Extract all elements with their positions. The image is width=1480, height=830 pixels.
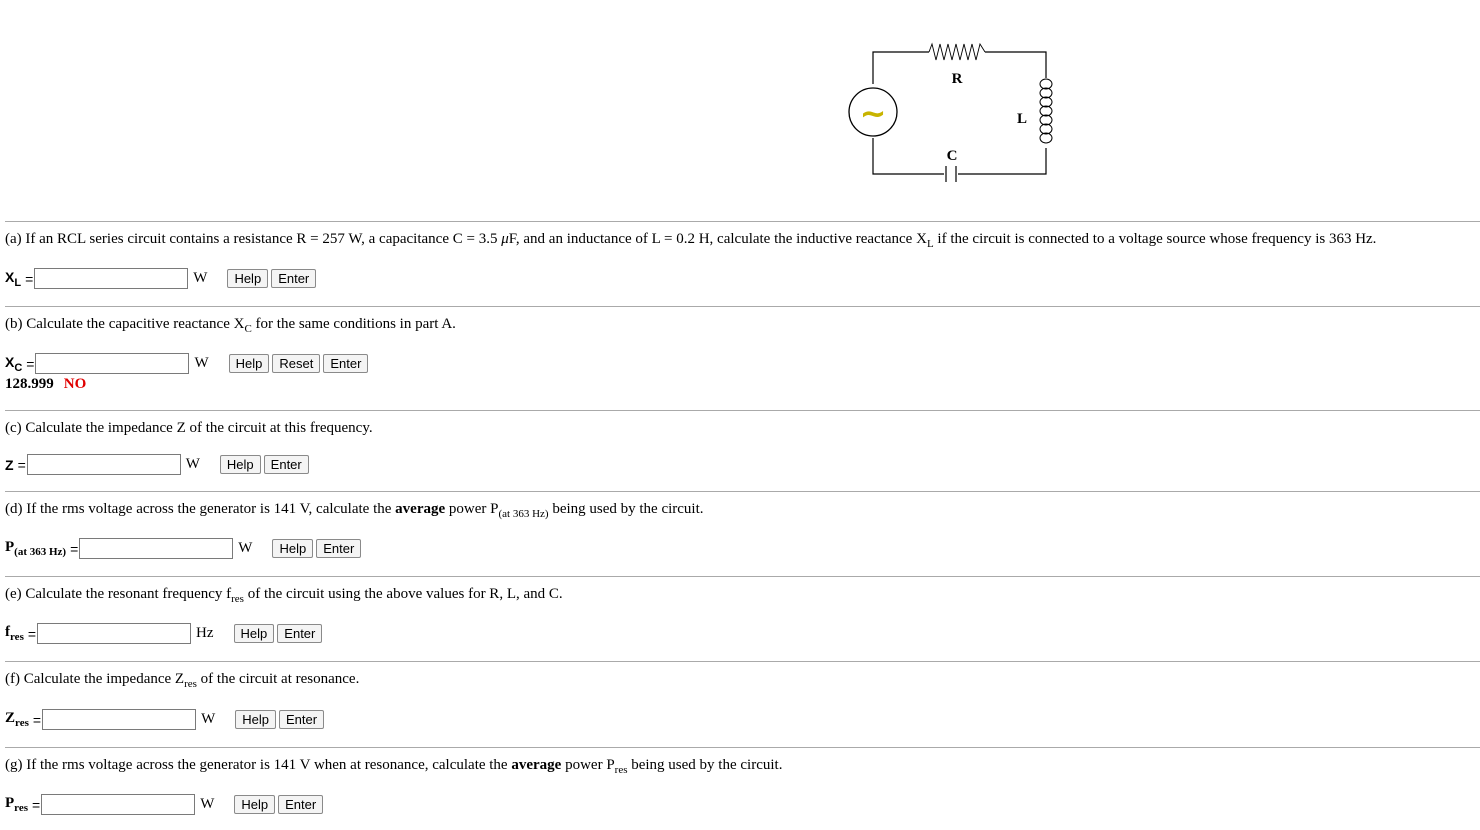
question-a: (a) If an RCL series circuit contains a resistance R = 257 W, a capacitance C = 3.5 μF, and an inductance of L = 0.2 H, calculate the inductive reactance $X_L$ if the circuit is connected to a voltage source whose frequency is 363 Hz. <box>5 231 1377 250</box>
enter-button-c[interactable]: Enter <box>264 455 309 474</box>
enter-button-b[interactable]: Enter <box>323 354 368 373</box>
question-d: (d) If the rms voltage across the generator is 141 V, calculate the average power $P_{(at 363 Hz)}$ being used by the circuit. <box>5 501 704 520</box>
inductor-label: L <box>1016 111 1028 127</box>
help-button-a[interactable]: Help <box>227 269 268 288</box>
help-button-d[interactable]: Help <box>272 539 313 558</box>
answer-row-g: $P_{res}$ = W Help Enter <box>5 794 326 815</box>
separator-e <box>5 576 1480 577</box>
z-label: Z <box>5 456 14 473</box>
resistor-label: R <box>951 71 963 87</box>
separator-d <box>5 491 1480 492</box>
help-button-b[interactable]: Help <box>229 354 270 373</box>
previous-answer-b <box>5 376 86 393</box>
pres-label: $P_{res}$ <box>5 795 29 814</box>
fres-input[interactable] <box>37 623 191 644</box>
separator-g <box>5 747 1480 748</box>
pres-unit: W <box>200 796 215 812</box>
p-unit: W <box>238 540 253 556</box>
answer-row-b: $X_C$ = W Help Reset Enter <box>5 353 371 374</box>
resistor-symbol <box>929 44 985 60</box>
help-button-c[interactable]: Help <box>220 455 261 474</box>
question-f: (f) Calculate the impedance $Z_{res}$ of the circuit at resonance. <box>5 671 360 690</box>
separator-c <box>5 410 1480 411</box>
zres-input[interactable] <box>42 709 196 730</box>
capacitor-symbol <box>946 166 956 182</box>
enter-button-f[interactable]: Enter <box>279 710 324 729</box>
zres-label: $Z_{res}$ <box>5 710 29 729</box>
enter-button-g[interactable]: Enter <box>278 795 323 814</box>
separator-f <box>5 661 1480 662</box>
xl-input[interactable] <box>34 268 188 289</box>
question-c: (c) Calculate the impedance Z of the circuit at this frequency. <box>5 420 373 436</box>
help-button-e[interactable]: Help <box>234 624 275 643</box>
answer-row-a: $X_L$ = W Help Enter <box>5 268 319 289</box>
fres-label: $f_{res}$ <box>5 624 24 643</box>
answer-row-e: $f_{res}$ = Hz Help Enter <box>5 623 325 644</box>
p-input[interactable] <box>79 538 233 559</box>
xc-unit: W <box>194 355 209 371</box>
answer-verdict: NO <box>63 376 87 392</box>
xc-input[interactable] <box>35 353 189 374</box>
answer-row-c: Z = W Help Enter <box>5 454 312 475</box>
zres-unit: W <box>201 711 216 727</box>
p-label: $P_{(at 363 Hz)}$ <box>5 539 67 558</box>
answer-row-d: $P_{(at 363 Hz)}$ = W Help Enter <box>5 538 364 559</box>
question-g: (g) If the rms voltage across the generator is 141 V when at resonance, calculate the average power $P_{res}$ being used by the circuit. <box>5 757 783 776</box>
ac-source-wave: ~ <box>859 94 887 132</box>
capacitor-label: C <box>946 148 958 164</box>
question-e: (e) Calculate the resonant frequency $f_{res}$ of the circuit using the above values for R, L, and C. <box>5 586 563 605</box>
pres-input[interactable] <box>41 794 195 815</box>
z-unit: W <box>185 456 200 472</box>
help-button-g[interactable]: Help <box>234 795 275 814</box>
question-b: (b) Calculate the capacitive reactance $X_C$ for the same conditions in part A. <box>5 316 456 335</box>
answer-row-f: $Z_{res}$ = W Help Enter <box>5 709 327 730</box>
rcl-circuit-diagram <box>846 36 1066 186</box>
xl-label: $X_L$ <box>5 268 22 289</box>
separator-a <box>5 221 1480 222</box>
inductor-symbol <box>1040 79 1052 143</box>
xl-unit: W <box>193 270 208 286</box>
xc-label: $X_C$ <box>5 353 23 374</box>
z-input[interactable] <box>27 454 181 475</box>
enter-button-a[interactable]: Enter <box>271 269 316 288</box>
help-button-f[interactable]: Help <box>235 710 276 729</box>
enter-button-d[interactable]: Enter <box>316 539 361 558</box>
fres-unit: Hz <box>196 625 214 641</box>
enter-button-e[interactable]: Enter <box>277 624 322 643</box>
reset-button-b[interactable]: Reset <box>272 354 320 373</box>
previous-answer-value: 128.999 <box>5 376 54 392</box>
separator-b <box>5 306 1480 307</box>
